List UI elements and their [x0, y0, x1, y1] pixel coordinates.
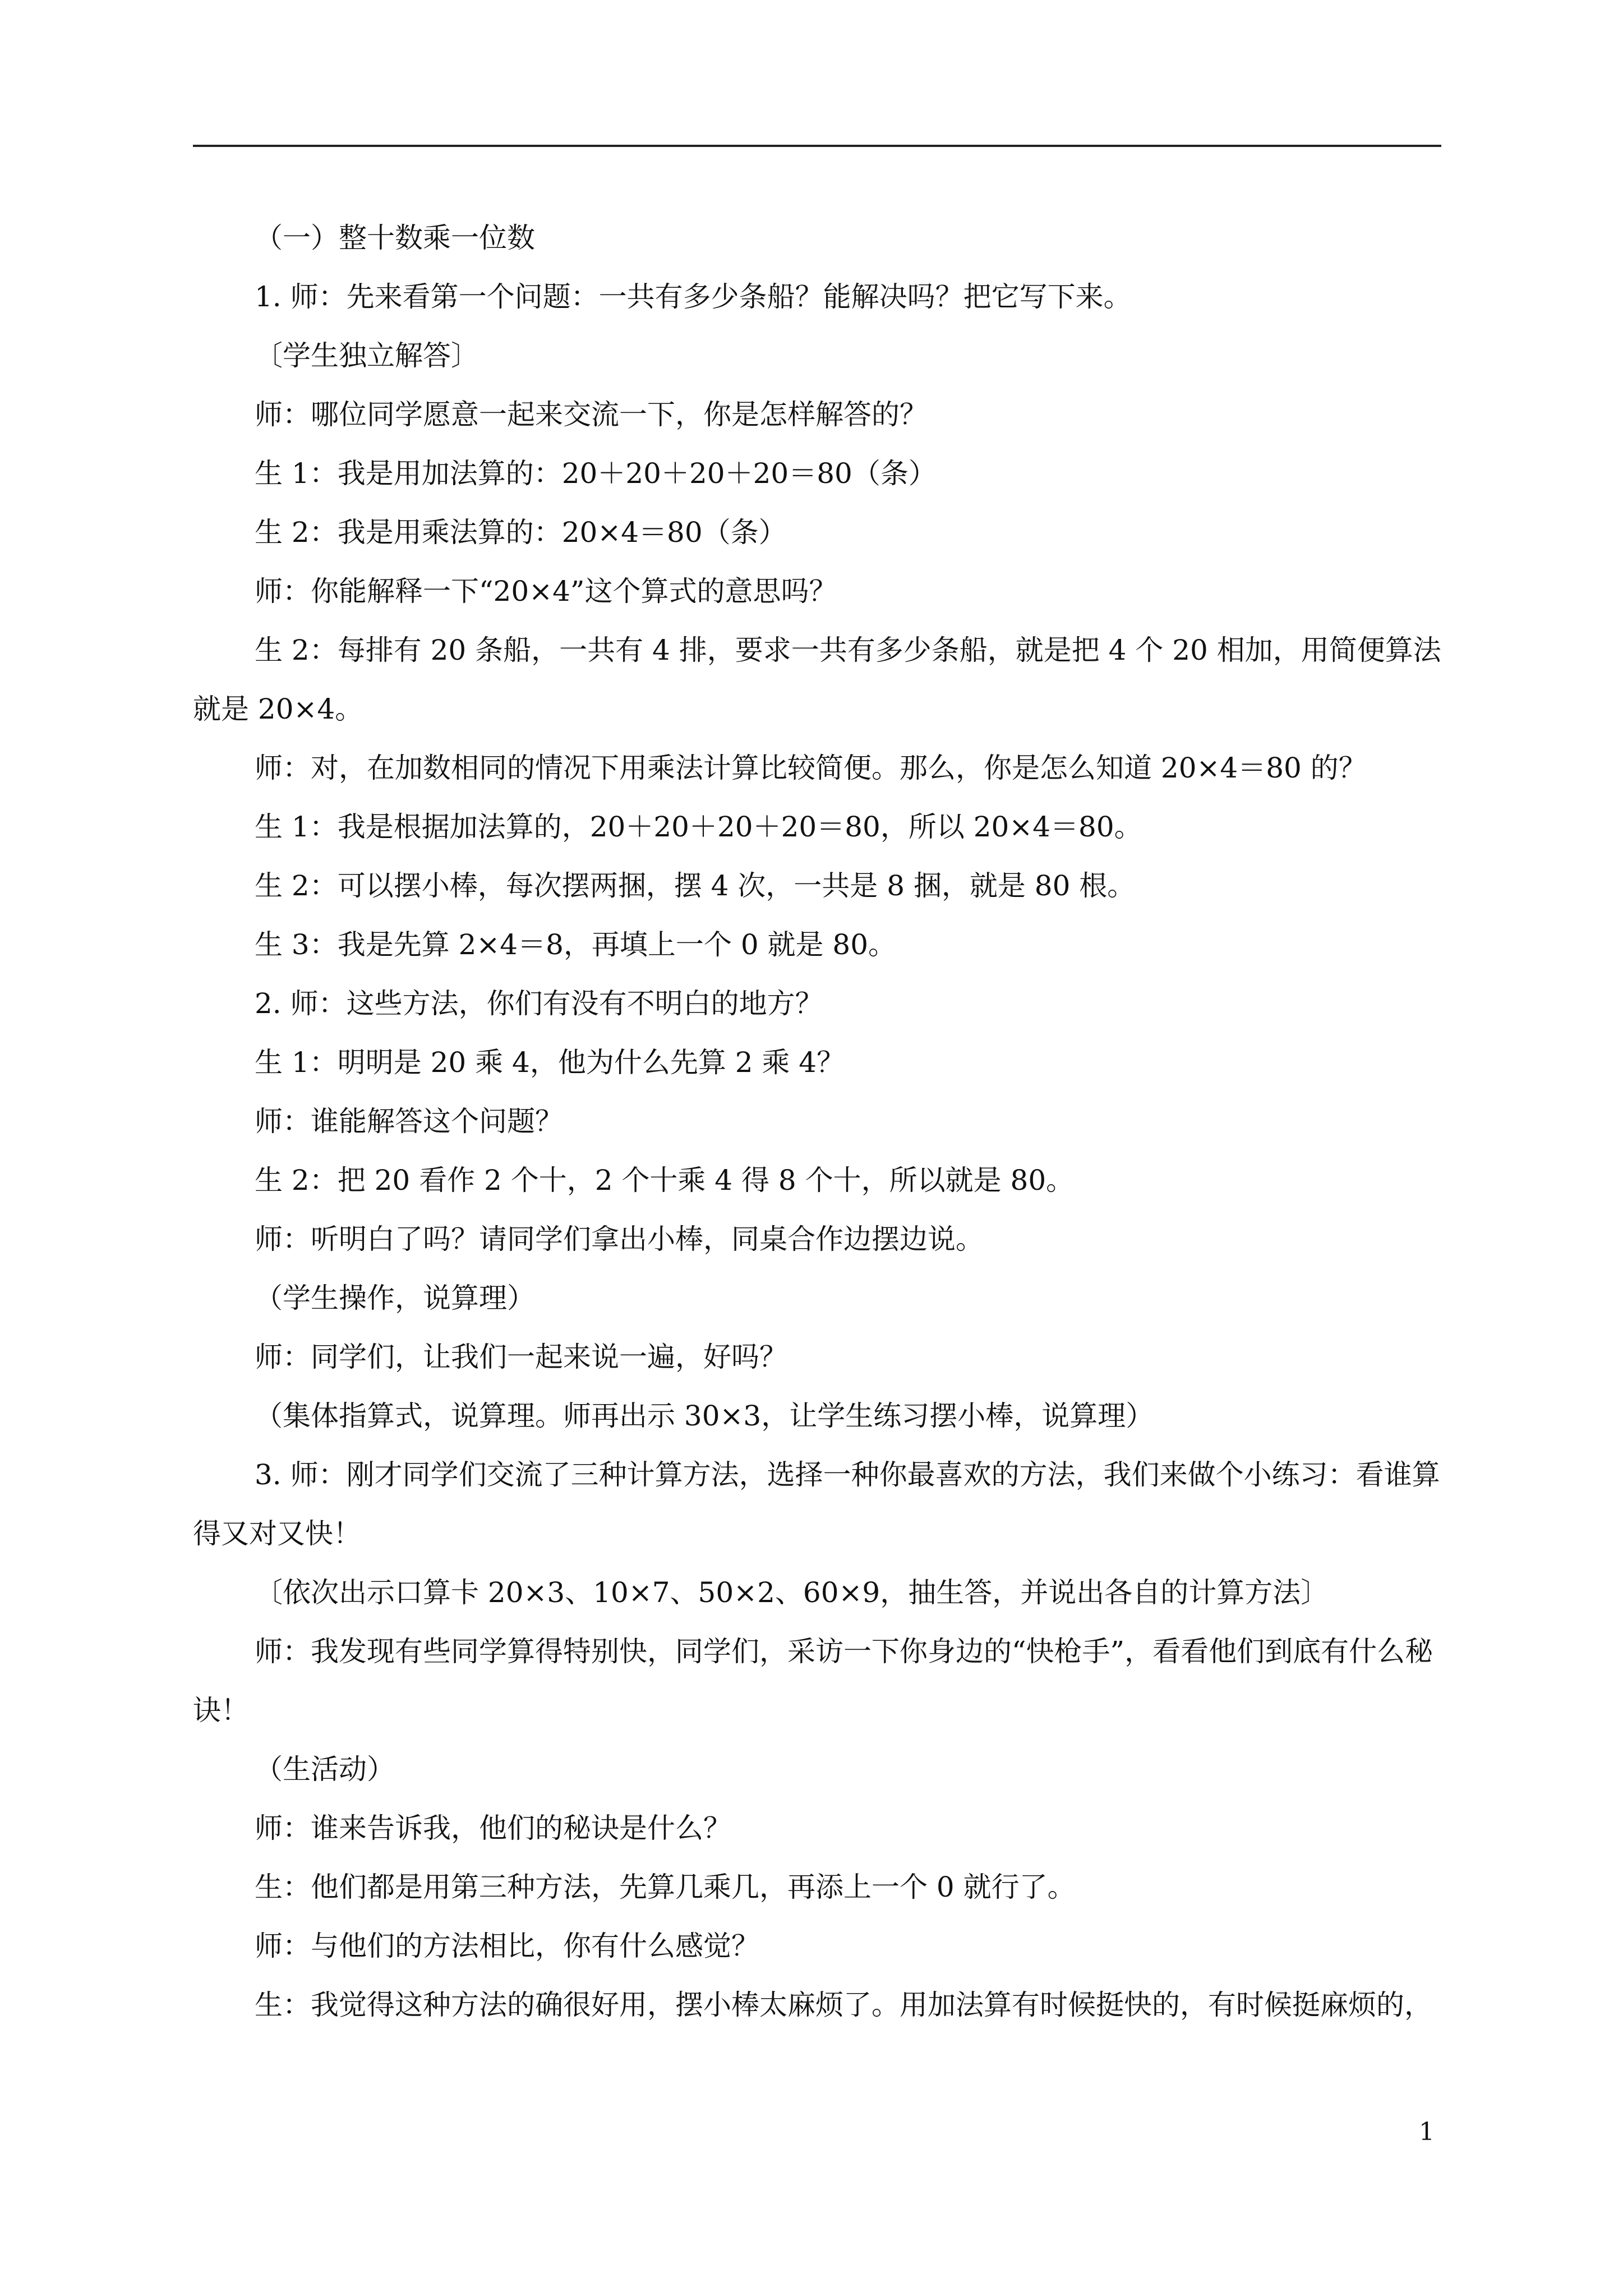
paragraph: 师：与他们的方法相比，你有什么感觉？	[255, 1930, 759, 1962]
paragraph: 师：对，在加数相同的情况下用乘法计算比较简便。那么，你是怎么知道 20×4＝80 的？	[255, 752, 1367, 784]
document-body	[193, 209, 1441, 2035]
paragraph: 生 3：我是先算 2×4＝8，再填上一个 0 就是 80。	[255, 928, 897, 961]
page-number: 1	[1419, 2118, 1435, 2146]
paragraph: （生活动）	[255, 1753, 395, 1786]
paragraph: 师：你能解释一下“20×4”这个算式的意思吗？	[255, 575, 837, 608]
paragraph: 生 1：明明是 20 乘 4，他为什么先算 2 乘 4？	[255, 1046, 845, 1079]
paragraph: 师：谁来告诉我，他们的秘诀是什么？	[255, 1812, 731, 1844]
paragraph: 生：我觉得这种方法的确很好用，摆小棒太麻烦了。用加法算有时候挺快的，有时候挺麻烦的，	[255, 1989, 1432, 2021]
paragraph: 生 2：每排有 20 条船，一共有 4 排，要求一共有多少条船，就是把 4 个 20 相加，用简便算法就是 20×4。	[193, 634, 1441, 725]
paragraph: 生 1：我是根据加法算的，20＋20＋20＋20＝80，所以 20×4＝80。	[255, 811, 1142, 843]
paragraph: 师：我发现有些同学算得特别快，同学们，采访一下你身边的“快枪手”，看看他们到底有什么秘诀！	[193, 1635, 1433, 1727]
paragraph: 生 2：可以摆小棒，每次摆两捆，摆 4 次，一共是 8 捆，就是 80 根。	[255, 869, 1136, 902]
paragraph: 1. 师：先来看第一个问题：一共有多少条船？能解决吗？把它写下来。	[255, 280, 1132, 313]
paragraph: 生 2：把 20 看作 2 个十，2 个十乘 4 得 8 个十，所以就是 80。	[255, 1164, 1075, 1197]
paragraph: （一）整十数乘一位数	[255, 222, 535, 254]
paragraph: 3. 师：刚才同学们交流了三种计算方法，选择一种你最喜欢的方法，我们来做个小练习：看谁算得又对又快！	[193, 1458, 1440, 1550]
paragraph: （集体指算式，说算理。师再出示 30×3，让学生练习摆小棒，说算理）	[255, 1400, 1154, 1432]
paragraph: 生 2：我是用乘法算的：20×4＝80（条）	[255, 516, 787, 549]
paragraph: 2. 师：这些方法，你们有没有不明白的地方？	[255, 987, 823, 1020]
paragraph: （学生操作，说算理）	[255, 1282, 535, 1314]
paragraph: 师：听明白了吗？请同学们拿出小棒，同桌合作边摆边说。	[255, 1223, 984, 1255]
paragraph: 师：哪位同学愿意一起来交流一下，你是怎样解答的？	[255, 398, 928, 431]
paragraph: 生 1：我是用加法算的：20＋20＋20＋20＝80（条）	[255, 457, 937, 490]
paragraph: 〔学生独立解答〕	[255, 339, 479, 372]
paragraph: 〔依次出示口算卡 20×3、10×7、50×2、60×9，抽生答，并说出各自的计算方法〕	[255, 1576, 1329, 1609]
paragraph: 师：同学们，让我们一起来说一遍，好吗？	[255, 1341, 787, 1373]
header-rule	[193, 145, 1441, 147]
paragraph: 师：谁能解答这个问题？	[255, 1105, 563, 1138]
paragraph: 生：他们都是用第三种方法，先算几乘几，再添上一个 0 就行了。	[255, 1871, 1076, 1903]
